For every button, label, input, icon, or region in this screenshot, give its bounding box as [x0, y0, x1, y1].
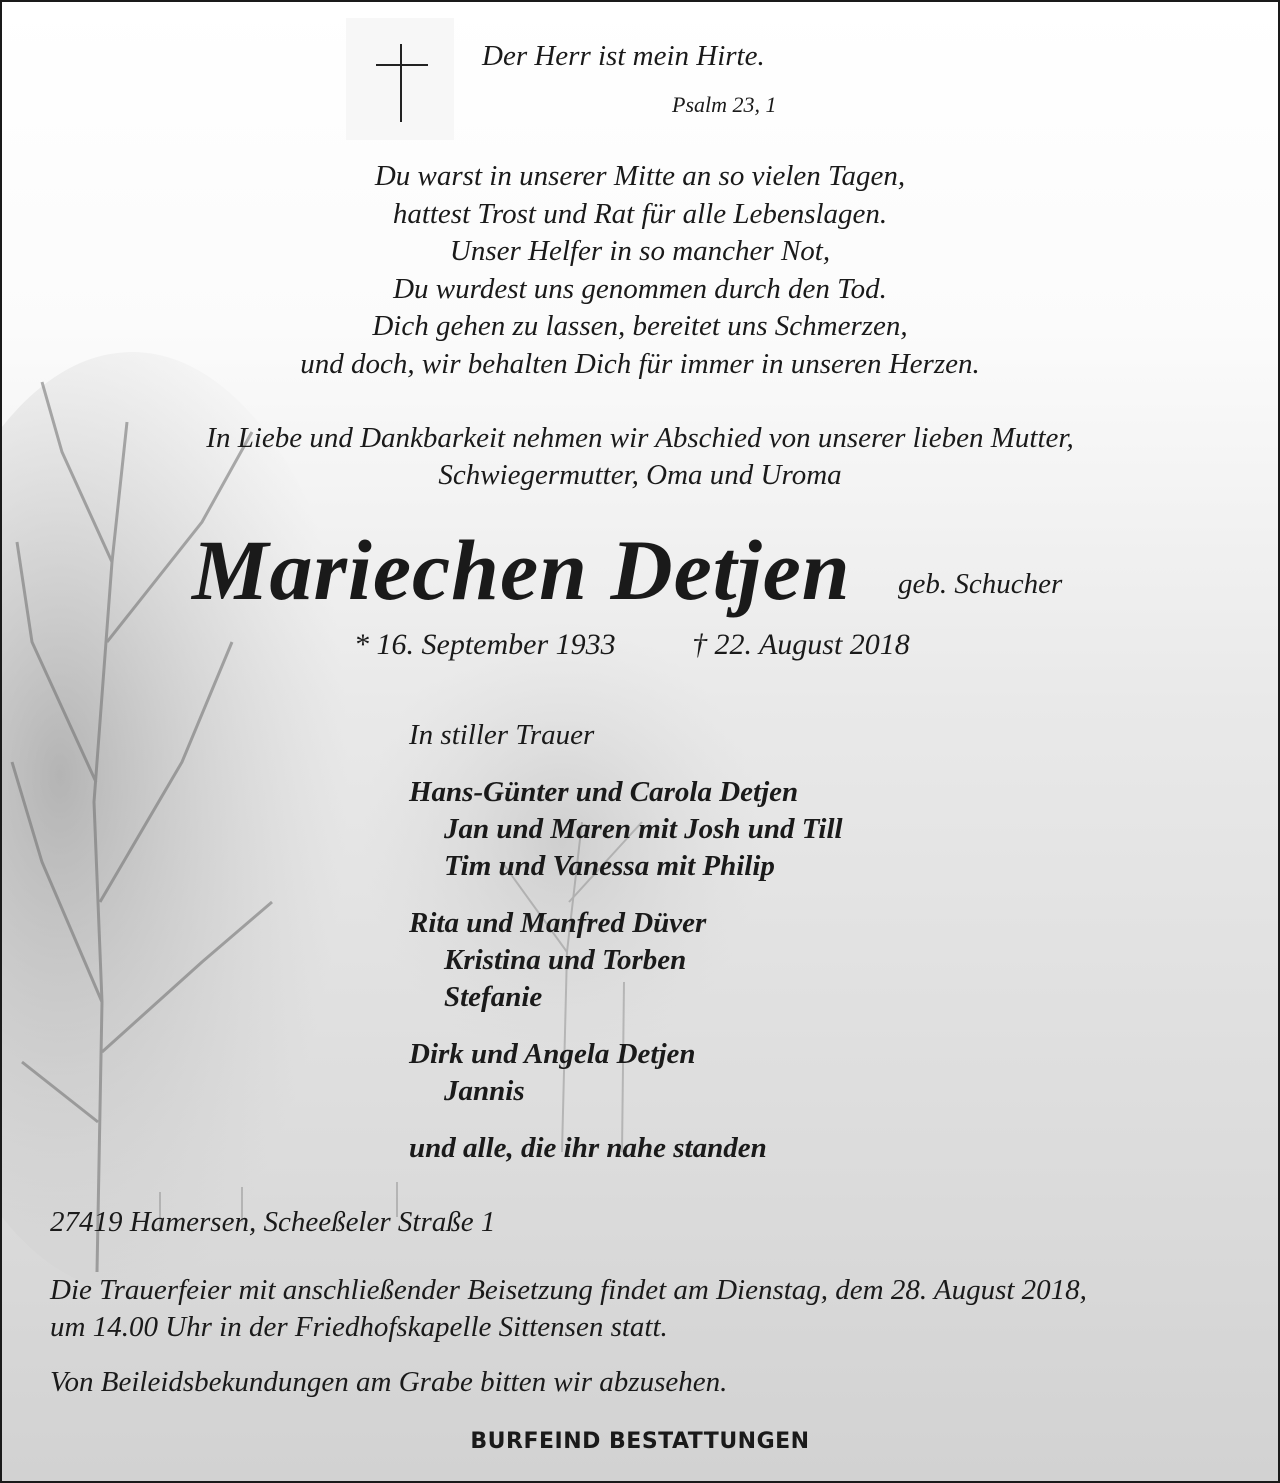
- funeral-home-logo: BURFEIND BESTATTUNGEN: [470, 1429, 810, 1454]
- family-member: Jan und Maren mit Josh und Till: [444, 813, 843, 845]
- poem-line: und doch, wir behalten Dich für immer in unseren Herzen.: [300, 347, 980, 380]
- family-member: Kristina und Torben: [444, 944, 687, 976]
- family-member: Stefanie: [444, 981, 543, 1013]
- family-head: Hans-Günter und Carola Detjen: [409, 776, 799, 808]
- intro-line: Schwiegermutter, Oma und Uroma: [438, 459, 842, 491]
- maiden-name: geb. Schucher: [898, 568, 1063, 600]
- poem-line: Unser Helfer in so mancher Not,: [449, 235, 831, 267]
- bible-verse: Der Herr ist mein Hirte.: [482, 40, 765, 72]
- funeral-info-line: Die Trauerfeier mit anschließender Beisetzung findet am Dienstag, dem 28. August 2018,: [50, 1274, 1087, 1306]
- family-member: Jannis: [444, 1075, 525, 1107]
- mourners-list: [409, 717, 843, 1167]
- family-head: Rita und Manfred Düver: [409, 907, 707, 939]
- poem-line: hattest Trost und Rat für alle Lebenslagen.: [392, 197, 888, 230]
- mourning-heading: In stiller Trauer: [409, 719, 595, 751]
- family-head: Dirk und Angela Detjen: [409, 1038, 696, 1070]
- poem: [2, 158, 1278, 383]
- birth-date: * 16. September 1933: [354, 628, 616, 661]
- mourners-closing: und alle, die ihr nahe standen: [409, 1132, 767, 1164]
- verse-reference: Psalm 23, 1: [672, 92, 777, 117]
- condolence-note: Von Beileidsbekundungen am Grabe bitten wir abzusehen.: [50, 1366, 728, 1398]
- poem-line: Du warst in unserer Mitte an so vielen Tagen,: [374, 160, 906, 192]
- address: 27419 Hamersen, Scheeßeler Straße 1: [50, 1206, 496, 1238]
- intro-line: In Liebe und Dankbarkeit nehmen wir Abschied von unserer lieben Mutter,: [206, 422, 1074, 454]
- family-member: Tim und Vanessa mit Philip: [444, 850, 775, 882]
- cross-icon: [346, 18, 454, 140]
- death-date: † 22. August 2018: [692, 628, 910, 661]
- funeral-info-line: um 14.00 Uhr in der Friedhofskapelle Sittensen statt.: [50, 1311, 668, 1343]
- poem-line: Du wurdest uns genommen durch den Tod.: [393, 272, 887, 305]
- farewell-intro: [2, 420, 1278, 494]
- poem-line: Dich gehen zu lassen, bereitet uns Schmerzen,: [372, 310, 908, 342]
- deceased-name: Mariechen Detjen: [192, 522, 851, 618]
